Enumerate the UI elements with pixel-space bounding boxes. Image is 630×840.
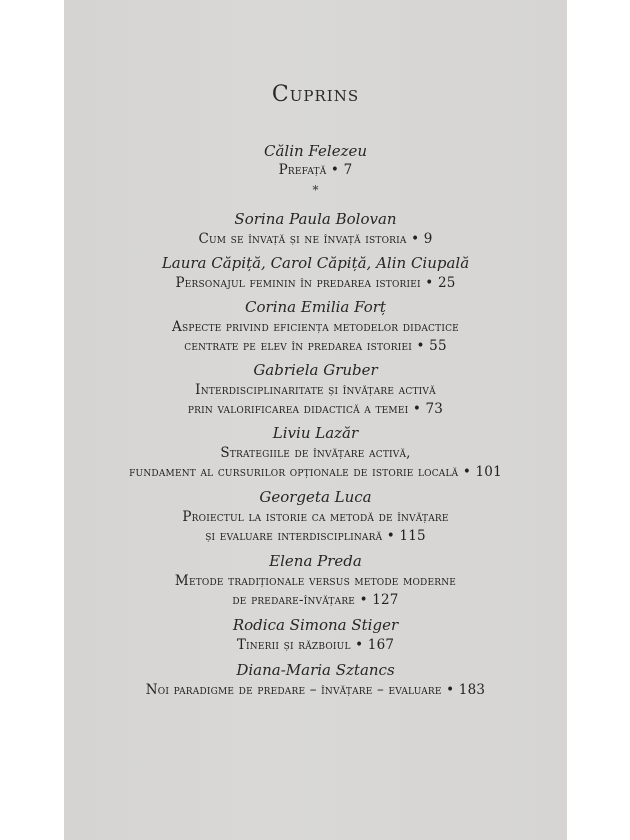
chapter-title: Proiectul la istorie ca metodă de învățare — [182, 509, 449, 525]
chapter-title: prin valorificarea didactică a temei • 73 — [187, 401, 444, 417]
chapter-title: Cum se învață și ne învață istoria • 9 — [198, 231, 433, 247]
author-name: Elena Preda — [269, 552, 362, 570]
chapter-title: Metode tradiționale versus metode moderne — [174, 573, 457, 589]
author-name: Corina Emilia Forț — [245, 298, 386, 316]
author-name: Rodica Simona Stiger — [232, 616, 399, 634]
chapter-title: Interdisciplinaritate și învățare activă — [195, 382, 436, 398]
author-name: Liviu Lazăr — [272, 424, 359, 442]
author-name: Sorina Paula Bolovan — [234, 210, 397, 228]
chapter-title: Tinerii și războiul • 167 — [236, 637, 395, 653]
author-name: Laura Căpiță, Carol Căpiță, Alin Ciupală — [161, 254, 470, 272]
page-title: Cuprins — [271, 82, 360, 107]
chapter-title: Personajul feminin în predarea istoriei • 25 — [175, 275, 456, 291]
chapter-title: Aspecte privind eficiența metodelor didactice — [172, 319, 459, 335]
author-name: Gabriela Gruber — [253, 361, 378, 379]
book-page — [64, 0, 567, 840]
chapter-title: și evaluare interdisciplinară • 115 — [205, 528, 426, 544]
chapter-title: fundament al cursurilor opționale de istorie locală • 101 — [129, 464, 502, 480]
chapter-title: de predare-învățare • 127 — [232, 592, 399, 608]
chapter-title: Prefață • 7 — [278, 162, 353, 178]
author-name: Diana-Maria Sztancs — [236, 661, 395, 679]
section-separator: * — [312, 183, 319, 197]
chapter-title: Strategiile de învățare activă, — [220, 445, 411, 461]
author-name: Călin Felezeu — [263, 142, 368, 160]
chapter-title: Noi paradigme de predare – învățare – evaluare • 183 — [145, 682, 486, 698]
chapter-title: centrate pe elev în predarea istoriei • 55 — [184, 338, 447, 354]
author-name: Georgeta Luca — [259, 488, 372, 506]
